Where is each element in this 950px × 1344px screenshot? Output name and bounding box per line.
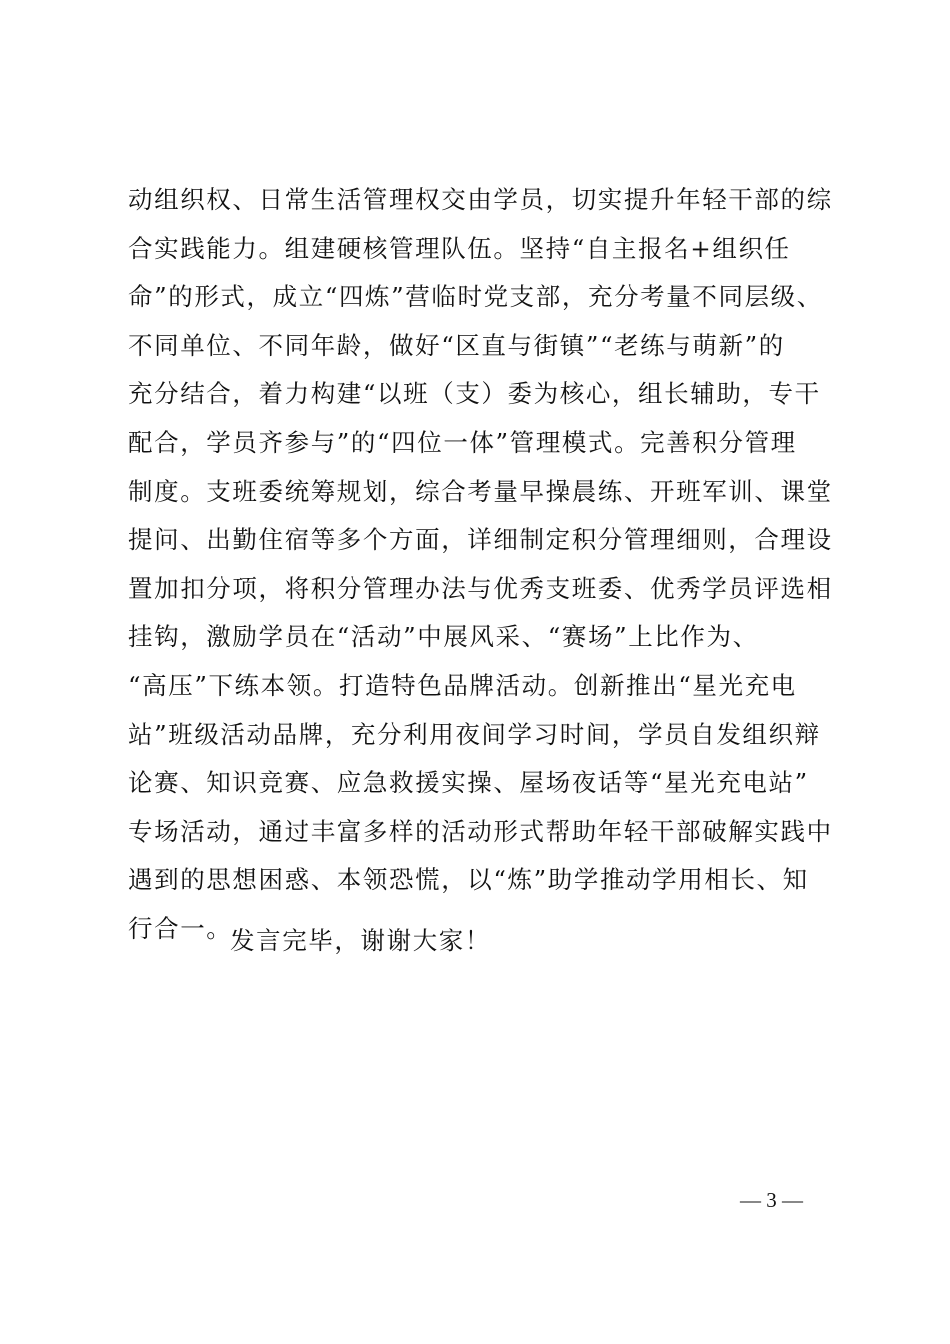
text-line-2: 合实践能力。组建硬核管理队伍。坚持“自主报名+组织任 xyxy=(128,233,791,263)
text-line-12: 站”班级活动品牌，充分利用夜间学习时间，学员自发组织辩 xyxy=(128,719,821,749)
text-line-6: 配合，学员齐参与”的“四位一体”管理模式。完善积分管理 xyxy=(128,427,797,457)
text-line-15: 遇到的思想困惑、本领恐慌，以“炼”助学推动学用相长、知 xyxy=(128,865,809,895)
text-line-14: 专场活动，通过丰富多样的活动形式帮助年轻干部破解实践中 xyxy=(128,816,833,846)
text-line-9: 置加扣分项，将积分管理办法与优秀支班委、优秀学员评选相 xyxy=(128,573,833,603)
body-text xyxy=(128,176,848,954)
text-line-5: 充分结合，着力构建“以班（支）委为核心，组长辅助，专干 xyxy=(128,379,821,409)
closing-remark: 发言完毕，谢谢大家！ xyxy=(230,926,491,955)
text-line-11: “高压”下练本领。打造特色品牌活动。创新推出“星光充电 xyxy=(128,670,797,700)
text-line-7: 制度。支班委统筹规划，综合考量早操晨练、开班军训、课堂 xyxy=(128,476,833,506)
text-line-10: 挂钩，激励学员在“活动”中展风采、“赛场”上比作为、 xyxy=(128,622,759,652)
text-line-16: 行合一。 xyxy=(128,913,233,943)
page-number: — 3 — xyxy=(740,1188,803,1212)
text-line-1: 动组织权、日常生活管理权交由学员，切实提升年轻干部的综 xyxy=(128,185,833,214)
text-line-4: 不同单位、不同年龄，做好“区直与街镇”“老练与萌新”的 xyxy=(128,330,785,360)
text-line-3: 命”的形式，成立“四炼”营临时党支部，充分考量不同层级、 xyxy=(128,282,823,312)
text-line-8: 提问、出勤住宿等多个方面，详细制定积分管理细则，合理设 xyxy=(128,525,833,555)
text-line-13: 论赛、知识竞赛、应急救援实操、屋场夜话等“星光充电站” xyxy=(128,768,809,798)
